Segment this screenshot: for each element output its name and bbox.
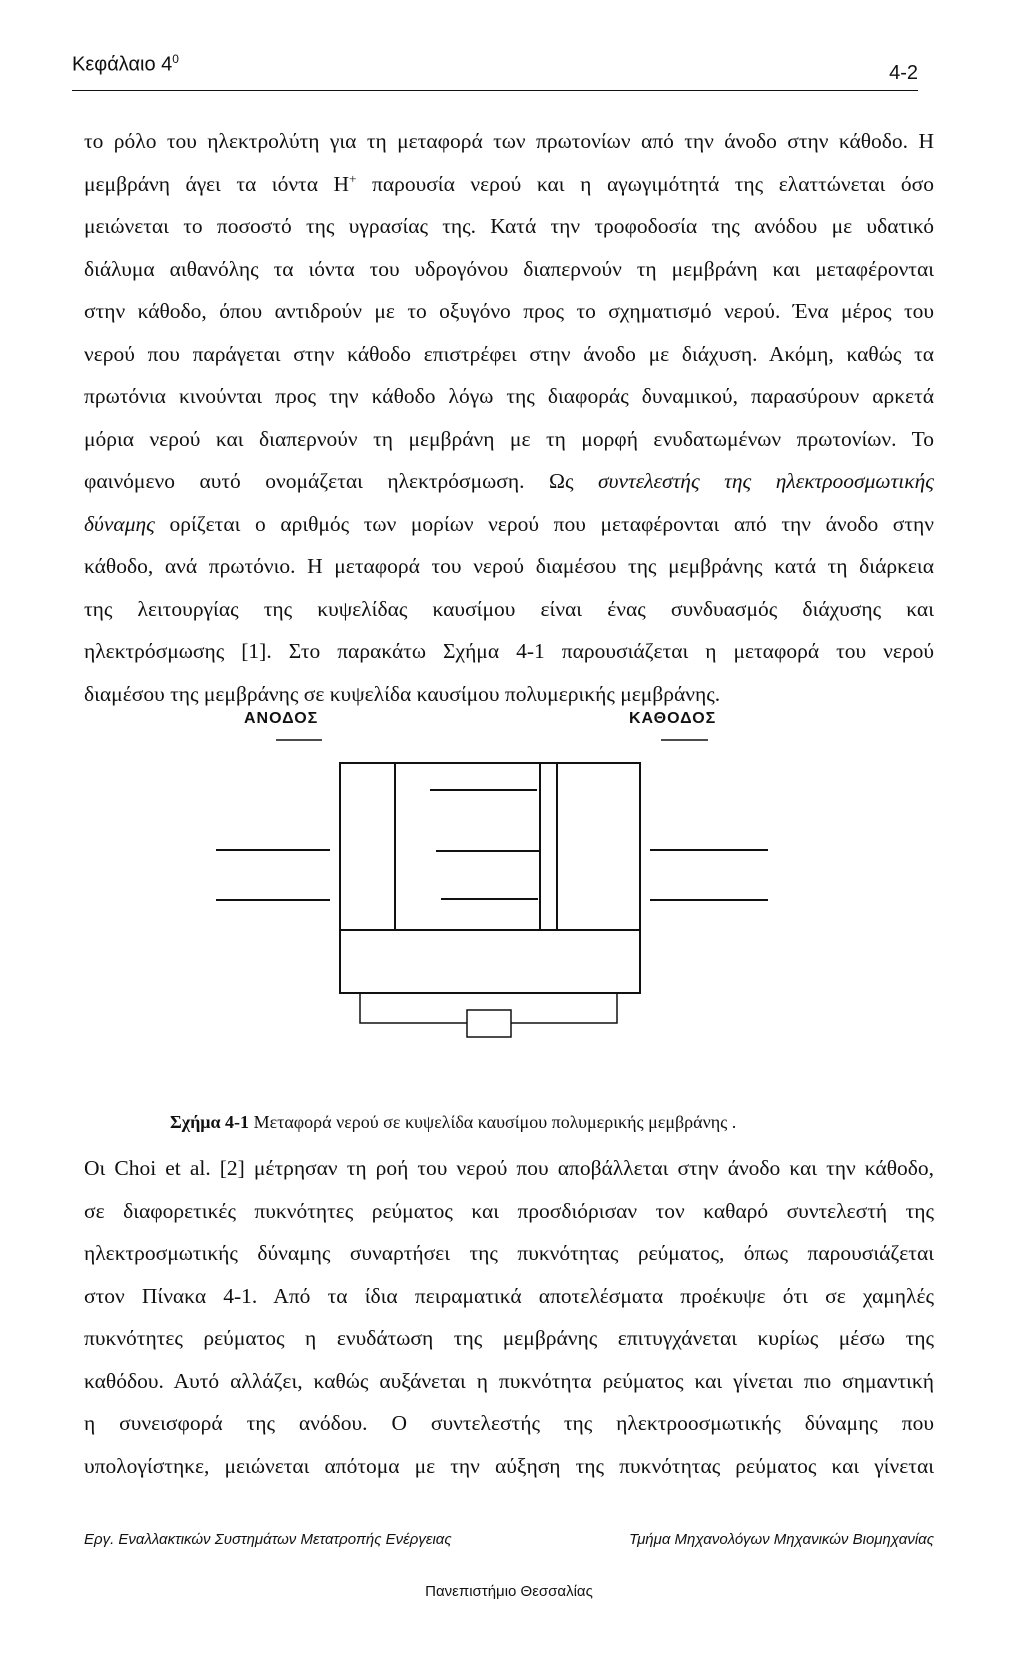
chapter-title: Κεφάλαιο $4^0$	[72, 52, 179, 76]
text-line: ηλεκτρόσμωσης [1]. Στο παρακάτω Σχήμα 4-1 παρουσιάζεται η μεταφορά του νερού	[84, 639, 934, 663]
text-line: φαινόμενο αυτό ονομάζεται ηλεκτρόσμωση. Ως συντελεστής της ηλεκτροοσμωτικής	[84, 469, 934, 493]
text-line: πρωτόνια κινούνται προς την κάθοδο λόγω της διαφοράς δυναμικού, παρασύρουν αρκετά	[84, 384, 934, 408]
cell-body	[340, 763, 640, 993]
circuit-wire-left	[360, 993, 467, 1023]
load-resistor	[467, 1010, 511, 1037]
text-line: νερού που παράγεται στην κάθοδο επιστρέφει στην άνοδο με διάχυση. Ακόμη, καθώς τα	[84, 341, 934, 366]
text-line: της λειτουργίας της κυψελίδας καυσίμου είναι ένας συνδυασμός διάχυσης και	[84, 596, 934, 621]
text-line: δύναμης ορίζεται ο αριθμός των μορίων νερού που μεταφέρονται από την άνοδο στην	[84, 511, 934, 536]
text-line: υπολογίστηκε, μειώνεται απότομα με την αύξηση της πυκνότητας ρεύματος και γίνεται	[84, 1453, 934, 1478]
circuit-wire-right	[511, 993, 617, 1023]
footer-department: Τμήμα Μηχανολόγων Μηχανικών Βιομηχανίας	[629, 1531, 934, 1548]
figure-fuel-cell	[0, 700, 1024, 1130]
footer-lab-name: Εργ. Εναλλακτικών Συστημάτων Μετατροπής Ενέργειας	[84, 1531, 452, 1548]
fuel-cell-diagram	[0, 700, 1024, 1130]
text-line: μειώνεται το ποσοστό της υγρασίας της. Κατά την τροφοδοσία της ανόδου με υδατικό	[84, 214, 934, 238]
text-line: καθόδου. Αυτό αλλάζει, καθώς αυξάνεται η πυκνότητα ρεύματος και γίνεται πιο σημαντική	[84, 1368, 934, 1393]
text-line: διάλυμα αιθανόλης τα ιόντα του υδρογόνου διαπερνούν τη μεμβράνη και μεταφέρονται	[84, 256, 934, 281]
text-line: σε διαφορετικές πυκνότητες ρεύματος και προσδιόρισαν τον καθαρό συντελεστή της	[84, 1198, 934, 1223]
text-line: διαμέσου της μεμβράνης σε κυψελίδα καυσίμου πολυμερικής μεμβράνης.	[84, 681, 721, 706]
body-paragraph-2	[84, 1147, 934, 1487]
text-line: το ρόλο του ηλεκτρολύτη για τη μεταφορά των πρωτονίων από την άνοδο στην κάθοδο. Η	[84, 129, 934, 153]
text-line: μόρια νερού και διαπερνούν τη μεμβράνη με τη μορφή ενυδατωμένων πρωτονίων. Το	[84, 426, 934, 451]
page-header	[72, 50, 918, 91]
text-line: κάθοδο, ανά πρωτόνιο. Η μεταφορά του νερού διαμέσου της μεμβράνης κατά τη διάρκεια	[84, 554, 934, 578]
figure-caption: Σχήμα 4-1 Μεταφορά νερού σε κυψελίδα καυσίμου πολυμερικής μεμβράνης .	[170, 1112, 737, 1132]
italic-term: δύναμης	[84, 511, 155, 536]
text-line: πυκνότητες ρεύματος η ενυδάτωση της μεμβράνης επιτυγχάνεται κυρίως μέσω της	[84, 1326, 934, 1350]
body-paragraph-1	[84, 120, 934, 715]
text-line: στον Πίνακα 4-1. Από τα ίδια πειραματικά αποτελέσματα προέκυψε ότι σε χαμηλές	[84, 1283, 934, 1308]
cathode-label: ΚΑΘΟΔΟΣ	[629, 710, 717, 727]
page-footer	[84, 1525, 934, 1605]
text-line: στην κάθοδο, όπου αντιδρούν με το οξυγόνο προς το σχηματισμό νερού. Ένα μέρος του	[84, 299, 934, 323]
anode-label: ΑΝΟΔΟΣ	[244, 710, 319, 727]
page-number: 4-2	[889, 62, 918, 84]
text-line: μεμβράνη άγει τα ιόντα Η+ παρουσία νερού και η αγωγιμότητά της ελαττώνεται όσο	[84, 170, 934, 196]
text-line: η συνεισφορά της ανόδου. Ο συντελεστής της ηλεκτροοσμωτικής δύναμης που	[84, 1411, 934, 1435]
footer-university: Πανεπιστήμιο Θεσσαλίας	[425, 1583, 593, 1600]
text-line: Οι Choi et al. [2] μέτρησαν τη ροή του νερού που αποβάλλεται στην άνοδο και την κάθοδο,	[84, 1156, 934, 1180]
text-line: ηλεκτροσμωτικής δύναμης συναρτήσει της πυκνότητας ρεύματος, όπως παρουσιάζεται	[84, 1241, 934, 1265]
italic-term: συντελεστής της ηλεκτροοσμωτικής	[598, 469, 934, 493]
